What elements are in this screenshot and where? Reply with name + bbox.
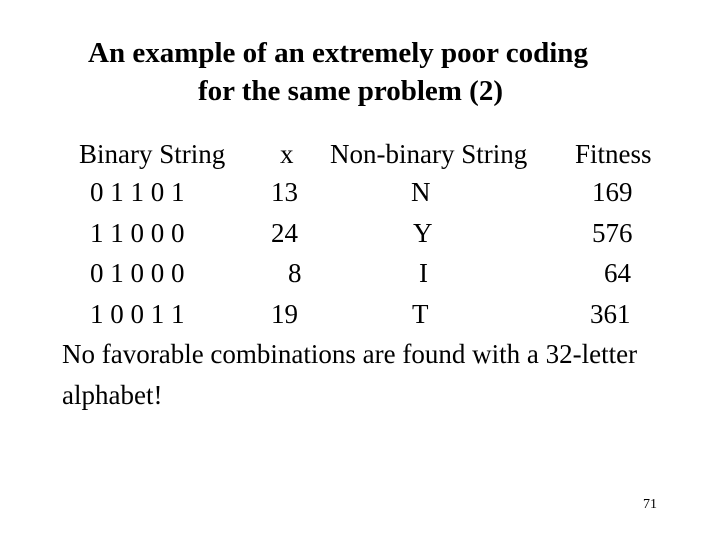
header-fitness: Fitness [575, 139, 652, 169]
note-line-1: No favorable combinations are found with a 32-letter [62, 339, 638, 369]
header-binary-string: Binary String [79, 139, 226, 169]
note-line-2: alphabet! [62, 380, 163, 410]
row-1-fitness: 169 [592, 177, 633, 207]
header-non-binary-string: Non-binary String [330, 139, 528, 169]
slide-title-line-1: An example of an extremely poor coding [88, 37, 588, 69]
row-2-binary-string: 1 1 0 0 0 [90, 218, 185, 248]
row-4-fitness: 361 [590, 299, 631, 329]
row-3-non-binary-string: I [419, 258, 428, 288]
slide-title-line-2: for the same problem (2) [198, 75, 503, 107]
slide-number: 71 [643, 497, 657, 512]
row-4-binary-string: 1 0 0 1 1 [90, 299, 185, 329]
row-2-fitness: 576 [592, 218, 633, 248]
row-4-x: 19 [271, 299, 298, 329]
row-4-non-binary-string: T [412, 299, 429, 329]
row-1-binary-string: 0 1 1 0 1 [90, 177, 185, 207]
row-1-non-binary-string: N [411, 177, 431, 207]
row-3-binary-string: 0 1 0 0 0 [90, 258, 185, 288]
row-3-x: 8 [288, 258, 302, 288]
row-1-x: 13 [271, 177, 298, 207]
row-2-non-binary-string: Y [413, 218, 433, 248]
header-x: x [280, 139, 294, 169]
row-2-x: 24 [271, 218, 298, 248]
row-3-fitness: 64 [604, 258, 631, 288]
